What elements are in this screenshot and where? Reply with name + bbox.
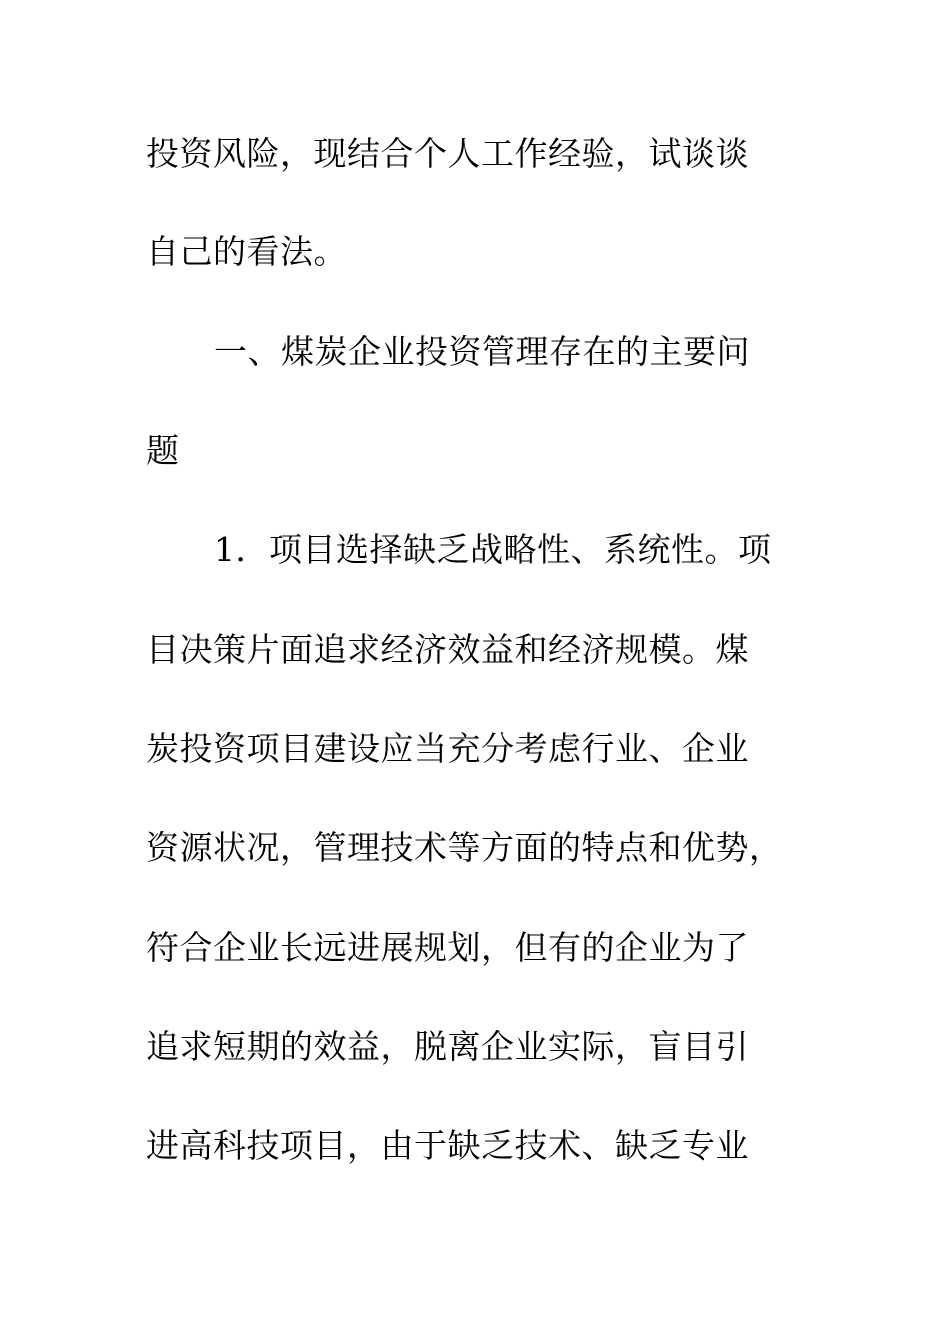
text-line: 投资风险，现结合个人工作经验，试谈谈 [146,134,749,173]
section-heading: 一、煤炭企业投资管理存在的主要问 [214,332,750,371]
text-line: 资源状况，管理技术等方面的特点和优势， [146,828,783,867]
paragraph-start: 1．项目选择缺乏战略性、系统性。项 [214,530,772,569]
text-line: 进高科技项目，由于缺乏技术、缺乏专业 [146,1126,749,1165]
text-line: 自己的看法。 [146,232,347,271]
text-line: 目决策片面追求经济效益和经济规模。煤 [146,630,749,669]
section-heading-continued: 题 [146,431,180,470]
text-line: 炭投资项目建设应当充分考虑行业、企业 [146,729,749,768]
text-line: 符合企业长远进展规划，但有的企业为了 [146,928,749,967]
text-line: 追求短期的效益，脱离企业实际，盲目引 [146,1027,749,1066]
